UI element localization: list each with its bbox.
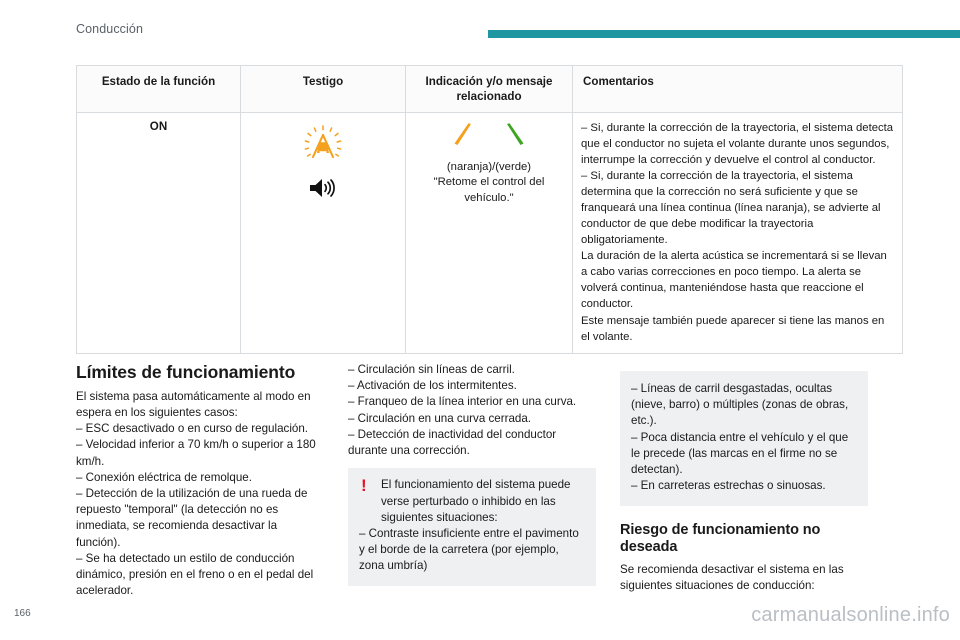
limites-item: – Conexión eléctrica de remolque. <box>76 470 252 484</box>
table-header-indicacion: Indicación y/o mensaje relacionado <box>406 66 573 113</box>
cell-indication <box>406 113 573 353</box>
warning-note-item: – Líneas de carril desgastadas, ocultas (nieve, barro) o múltiples (zonas de obras, etc.). <box>631 382 849 428</box>
indication-color-legend: (naranja)/(verde) <box>446 161 532 174</box>
section-heading-limites: Límites de funcionamiento <box>76 362 296 382</box>
limites-body <box>76 389 324 600</box>
limites-item: – Se ha detectado un estilo de conducción dinámico, presión en el freno o en el pedal del acelerador. <box>76 551 314 598</box>
page-number: 166 <box>14 608 31 619</box>
limites-item: – Circulación sin líneas de carril. <box>348 363 515 376</box>
orange-lane-mark <box>450 121 476 149</box>
table-header-row <box>77 66 903 113</box>
header-accent-rule <box>488 30 960 38</box>
riesgo-body <box>620 562 868 594</box>
comment-line: – Si, durante la corrección de la trayectoria, el sistema detecta que el conductor no sujeta el volante durante unos segundos, interrumpe la corrección y devuelve el control al conductor. <box>581 122 894 167</box>
limites-item: – ESC desactivado o en curso de regulación. <box>76 422 309 436</box>
red-exclamation-icon: ! <box>361 476 367 496</box>
limites-item: – Detección de la utilización de una rueda de repuesto "temporal" (la detección no es inmediata, se recomienda desactivar la función). <box>76 486 308 549</box>
limites-continued <box>348 362 596 459</box>
body-columns <box>76 362 902 598</box>
lane-departure-warning-icon <box>301 124 345 164</box>
table-header-estado: Estado de la función <box>77 66 241 113</box>
warning-note-item: – Contraste insuficiente entre el pavimento y el borde de la carretera (por ejemplo, zona umbría) <box>359 526 579 573</box>
table-header-comentarios: Comentarios <box>573 66 903 113</box>
warning-note-box <box>348 468 596 585</box>
limites-item: – Velocidad inferior a 70 km/h o superior a 180 km/h. <box>76 438 316 468</box>
limites-item: – Circulación en una curva cerrada. <box>348 411 532 425</box>
cell-function-state: ON <box>77 113 241 353</box>
limites-intro: El sistema pasa automáticamente al modo en espera en los siguientes casos: <box>76 389 311 419</box>
speaker-sound-icon <box>308 176 338 200</box>
warning-note-box-continued <box>620 371 868 506</box>
limites-item: – Activación de los intermitentes. <box>348 379 517 393</box>
comment-line: La duración de la alerta acústica se incrementará si se llevan a cabo varias correcciones en poco tiempo. La alerta se volverá continua, manteniéndose hasta que reaccione el conductor. <box>581 250 887 311</box>
indication-message: "Retome el control del vehículo." <box>433 176 545 204</box>
chapter-title: Conducción <box>76 22 144 36</box>
cell-comments <box>573 113 903 353</box>
table-row <box>77 113 903 353</box>
column-right <box>620 362 868 594</box>
limites-item: – Detección de inactividad del conductor durante una corrección. <box>348 427 557 458</box>
riesgo-intro: Se recomienda desactivar el sistema en las siguientes situaciones de conducción: <box>620 562 844 592</box>
limites-item: – Franqueo de la línea interior en una curva. <box>348 395 577 409</box>
green-lane-mark <box>502 121 528 149</box>
warning-note-intro-wrap <box>359 477 585 526</box>
lane-mark-pair <box>414 120 564 150</box>
section-heading-riesgo: Riesgo de funcionamiento no deseada <box>620 521 821 555</box>
warning-note-item: – En carreteras estrechas o sinuosas. <box>631 479 826 493</box>
warning-note-intro: El funcionamiento del sistema puede verse perturbado o inhibido en las siguientes situaciones: <box>381 478 571 524</box>
column-middle <box>348 362 596 586</box>
comment-line: Este mensaje también puede aparecer si tiene las manos en el volante. <box>581 314 885 343</box>
function-state-table <box>76 65 903 354</box>
site-watermark: carmanualsonline.info <box>751 604 950 626</box>
warning-note-item: – Poca distancia entre el vehículo y el que le precede (las marcas en el firme no se detectan). <box>631 430 849 477</box>
cell-telltale <box>241 113 406 353</box>
table-header-testigo: Testigo <box>241 66 406 113</box>
column-left <box>76 362 324 599</box>
comment-line: – Si, durante la corrección de la trayectoria, el sistema determina que la corrección no será suficiente y que se franqueará una línea continua (línea naranja), se advierte al conductor de que debe modificar la trayectoria obligatoriamente. <box>581 170 881 247</box>
